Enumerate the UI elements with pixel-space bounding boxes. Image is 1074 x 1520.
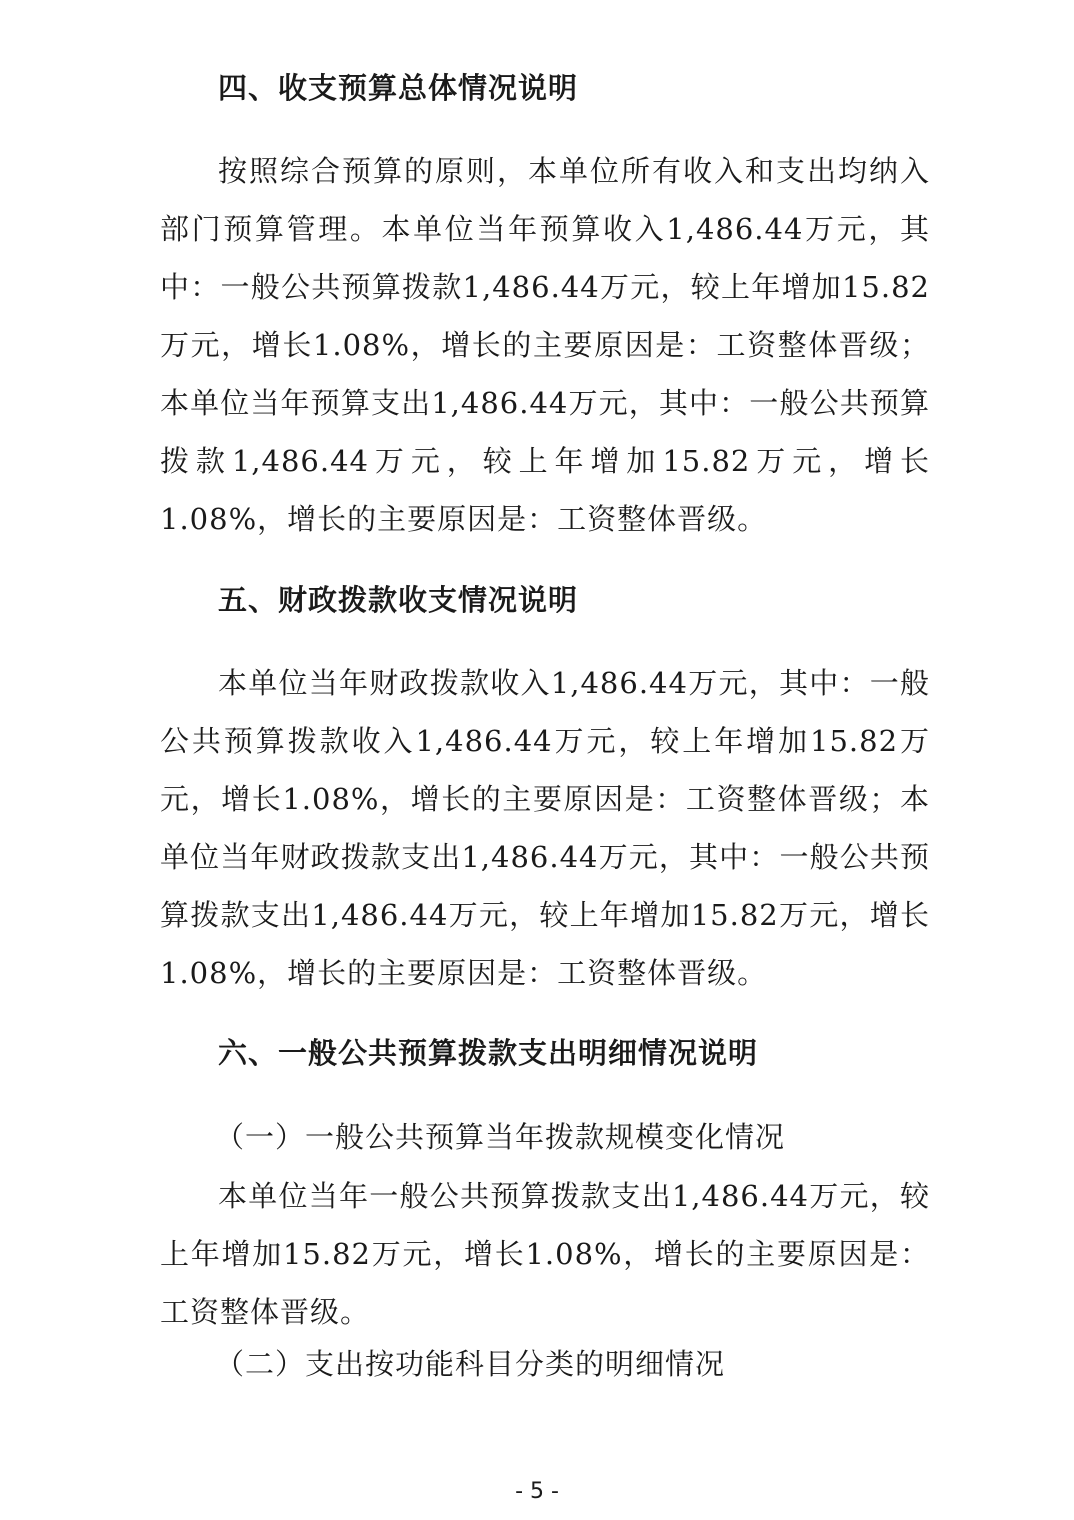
section-4-paragraph: 按照综合预算的原则，本单位所有收入和支出均纳入部门预算管理。本单位当年预算收入1,486.44万元，其中：一般公共预算拨款1,486.44万元，较上年增加15.82万元，增长1.08%，增长的主要原因是：工资整体晋级；本单位当年预算支出1,486.44万元，其中：一般公共预算拨款1,486.44万元，较上年增加15.82万元，增长1.08%，增长的主要原因是：工资整体晋级。 <box>160 154 930 536</box>
section-5-paragraph: 本单位当年财政拨款收入1,486.44万元，其中：一般公共预算拨款收入1,486.44万元，较上年增加15.82万元，增长1.08%，增长的主要原因是：工资整体晋级；本单位当年财政拨款支出1,486.44万元，其中：一般公共预算拨款支出1,486.44万元，较上年增加15.82万元，增长1.08%，增长的主要原因是：工资整体晋级。 <box>160 666 930 990</box>
subsection-1-paragraph: 本单位当年一般公共预算拨款支出1,486.44万元，较上年增加15.82万元，增长1.08%，增长的主要原因是：工资整体晋级。 <box>160 1179 930 1329</box>
section-heading-6: 六、一般公共预算拨款支出明细情况说明 <box>218 1036 759 1070</box>
subsection-title-1: （一）一般公共预算当年拨款规模变化情况 <box>215 1120 786 1154</box>
subsection-title-2: （二）支出按功能科目分类的明细情况 <box>215 1347 726 1381</box>
page-number: - 5 - <box>515 1479 559 1504</box>
section-heading-5: 五、财政拨款收支情况说明 <box>218 583 579 617</box>
section-heading-4: 四、收支预算总体情况说明 <box>218 71 579 105</box>
